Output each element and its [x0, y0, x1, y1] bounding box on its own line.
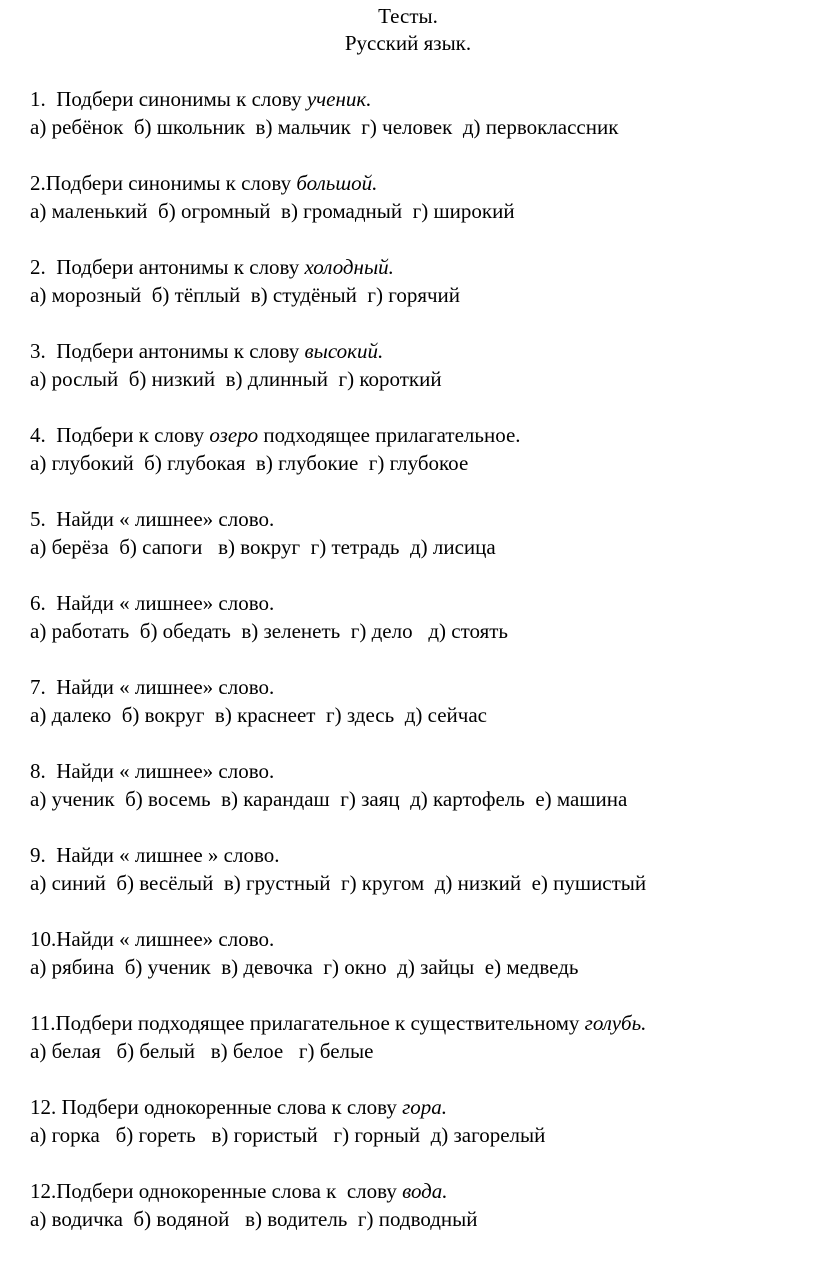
question-text: 8. Найди « лишнее» слово.	[30, 759, 275, 783]
question-12	[30, 1009, 800, 1065]
question-9	[30, 757, 800, 813]
question-6	[30, 505, 800, 561]
question-text: 7. Найди « лишнее» слово.	[30, 675, 275, 699]
answer-options: а) рослый б) низкий в) длинный г) короткий	[30, 367, 442, 391]
answer-options: а) горка б) гореть в) гористый г) горный д) загорелый	[30, 1123, 546, 1147]
question-text: 4. Подбери к слову озеро подходящее прилагательное.	[30, 423, 521, 447]
question-text: 6. Найди « лишнее» слово.	[30, 591, 275, 615]
question-text: 3. Подбери антонимы к слову высокий.	[30, 339, 384, 363]
answer-options: а) далеко б) вокруг в) краснеет г) здесь д) сейчас	[30, 703, 487, 727]
answer-options: а) ученик б) восемь в) карандаш г) заяц д) картофель е) машина	[30, 787, 628, 811]
question-7	[30, 589, 800, 645]
question-4	[30, 337, 800, 393]
answer-options: а) морозный б) тёплый в) студёный г) горячий	[30, 283, 461, 307]
question-8	[30, 673, 800, 729]
question-5	[30, 421, 800, 477]
page-title: Тесты.	[378, 4, 438, 28]
answer-options: а) ребёнок б) школьник в) мальчик г) человек д) первоклассник	[30, 115, 619, 139]
question-14	[30, 1177, 800, 1233]
question-text: 12. Подбери однокоренные слова к слову гора.	[30, 1095, 448, 1119]
answer-options: а) маленький б) огромный в) громадный г) широкий	[30, 199, 515, 223]
answer-options: а) белая б) белый в) белое г) белые	[30, 1039, 374, 1063]
question-text: 1. Подбери синонимы к слову ученик.	[30, 87, 372, 111]
answer-options: а) синий б) весёлый в) грустный г) кругом д) низкий е) пушистый	[30, 871, 647, 895]
question-text: 2.Подбери синонимы к слову большой.	[30, 171, 378, 195]
question-2	[30, 169, 800, 225]
question-text: 5. Найди « лишнее» слово.	[30, 507, 275, 531]
question-13	[30, 1093, 800, 1149]
question-text: 10.Найди « лишнее» слово.	[30, 927, 275, 951]
question-11	[30, 925, 800, 981]
answer-options: а) глубокий б) глубокая в) глубокие г) глубокое	[30, 451, 469, 475]
question-1	[30, 85, 800, 141]
question-text: 9. Найди « лишнее » слово.	[30, 843, 280, 867]
answer-options: а) рябина б) ученик в) девочка г) окно д) зайцы е) медведь	[30, 955, 579, 979]
answer-options: а) берёза б) сапоги в) вокруг г) тетрадь д) лисица	[30, 535, 496, 559]
question-text: 2. Подбери антонимы к слову холодный.	[30, 255, 394, 279]
question-text: 11.Подбери подходящее прилагательное к существительному голубь.	[30, 1011, 647, 1035]
answer-options: а) водичка б) водяной в) водитель г) подводный	[30, 1207, 478, 1231]
answer-options: а) работать б) обедать в) зеленеть г) дело д) стоять	[30, 619, 508, 643]
question-3	[30, 253, 800, 309]
question-10	[30, 841, 800, 897]
question-text: 12.Подбери однокоренные слова к слову вода.	[30, 1179, 448, 1203]
page-subtitle: Русский язык.	[344, 31, 472, 55]
